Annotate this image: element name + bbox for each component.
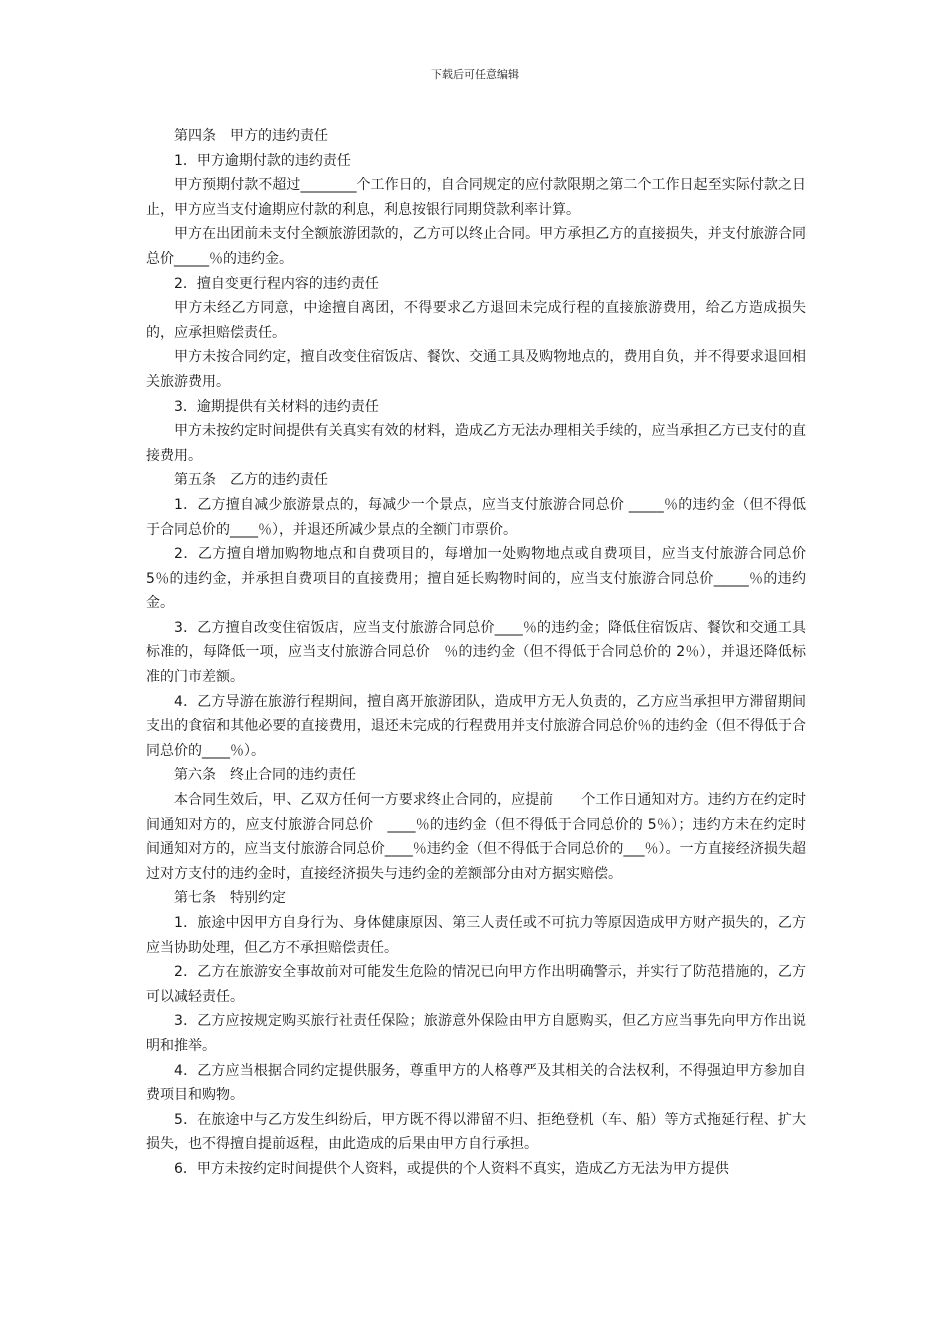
paragraph: 5．在旅途中与乙方发生纠纷后，甲方既不得以滞留不归、拒绝登机（车、船）等方式拖延行程、扩大损失，也不得擅自提前返程，由此造成的后果由甲方自行承担。: [146, 1111, 806, 1153]
paragraph: 本合同生效后，甲、乙双方任何一方要求终止合同的，应提前 个工作日通知对方。违约方在约定时间通知对方的，应支付旅游合同总价 ____％的违约金（但不得低于合同总价的 5％）；违约方未在约定时间通知对方的，应当支付旅游合同总价____％违约金（但不得低于合同总价的___％）。一方直接经济损失超过对方支付的违约金时，直接经济损失与违约金的差额部分由对方据实赔偿。: [146, 792, 806, 882]
paragraph: 甲方未按约定时间提供有关真实有效的材料，造成乙方无法办理相关手续的，应当承担乙方已支付的直接费用。: [146, 423, 806, 464]
section-heading-article-4: 第四条 甲方的违约责任: [174, 128, 328, 144]
paragraph: 4．乙方导游在旅游行程期间，擅自离开旅游团队，造成甲方无人负责的，乙方应当承担甲方滞留期间支出的食宿和其他必要的直接费用，退还未完成的行程费用并支付旅游合同总价％的违约金（但不得低于合同总价的____％）。: [146, 693, 806, 759]
section-heading-article-7: 第七条 特别约定: [174, 890, 286, 907]
section-heading-article-5: 第五条 乙方的违约责任: [174, 472, 328, 489]
paragraph: 甲方预期付款不超过________个工作日的，自合同规定的应付款限期之第二个工作日起至实际付款之日止，甲方应当支付逾期应付款的利息，利息按银行同期贷款利率计算。: [146, 177, 806, 218]
paragraph: 1．乙方擅自减少旅游景点的，每减少一个景点，应当支付旅游合同总价 _____％的违约金（但不得低于合同总价的____％），并退还所减少景点的全额门市票价。: [146, 496, 806, 538]
paragraph: 甲方未经乙方同意，中途擅自离团，不得要求乙方退回未完成行程的直接旅游费用，给乙方造成损失的，应承担赔偿责任。: [146, 300, 806, 341]
paragraph: 3．乙方擅自改变住宿饭店，应当支付旅游合同总价____％的违约金；降低住宿饭店、餐饮和交通工具标准的，每降低一项，应当支付旅游合同总价 ％的违约金（但不得低于合同总价的 2％），并退还降低标准的门市差额。: [146, 619, 806, 686]
paragraph: 4．乙方应当根据合同约定提供服务，尊重甲方的人格尊严及其相关的合法权利，不得强迫甲方参加自费项目和购物。: [146, 1062, 806, 1104]
paragraph: 6．甲方未按约定时间提供个人资料，或提供的个人资料不真实，造成乙方无法为甲方提供: [174, 1160, 729, 1177]
page-header-note: 下载后可任意编辑: [431, 68, 519, 81]
paragraph: 2．乙方在旅游安全事故前对可能发生危险的情况已向甲方作出明确警示，并实行了防范措施的，乙方可以减轻责任。: [146, 964, 806, 1005]
paragraph: 甲方未按合同约定，擅自改变住宿饭店、餐饮、交通工具及购物地点的，费用自负，并不得要求退回相关旅游费用。: [146, 349, 806, 390]
clause-heading: 3．逾期提供有关材料的违约责任: [174, 398, 379, 415]
clause-heading: 2．擅自变更行程内容的违约责任: [174, 275, 379, 292]
clause-heading: 1．甲方逾期付款的违约责任: [174, 152, 351, 169]
section-heading-article-6: 第六条 终止合同的违约责任: [174, 767, 356, 784]
paragraph: 3．乙方应按规定购买旅行社责任保险；旅游意外保险由甲方自愿购买，但乙方应当事先向甲方作出说明和推举。: [146, 1013, 806, 1054]
paragraph: 1．旅途中因甲方自身行为、身体健康原因、第三人责任或不可抗力等原因造成甲方财产损失的，乙方应当协助处理，但乙方不承担赔偿责任。: [146, 915, 806, 956]
paragraph: 甲方在出团前未支付全额旅游团款的，乙方可以终止合同。甲方承担乙方的直接损失，并支付旅游合同总价_____％的违约金。: [146, 226, 806, 267]
document-body: [146, 124, 806, 1182]
paragraph: 2．乙方擅自增加购物地点和自费项目的，每增加一处购物地点或自费项目，应当支付旅游合同总价 5％的违约金，并承担自费项目的直接费用；擅自延长购物时间的，应当支付旅游合同总价_____％的违约金。: [146, 546, 806, 612]
